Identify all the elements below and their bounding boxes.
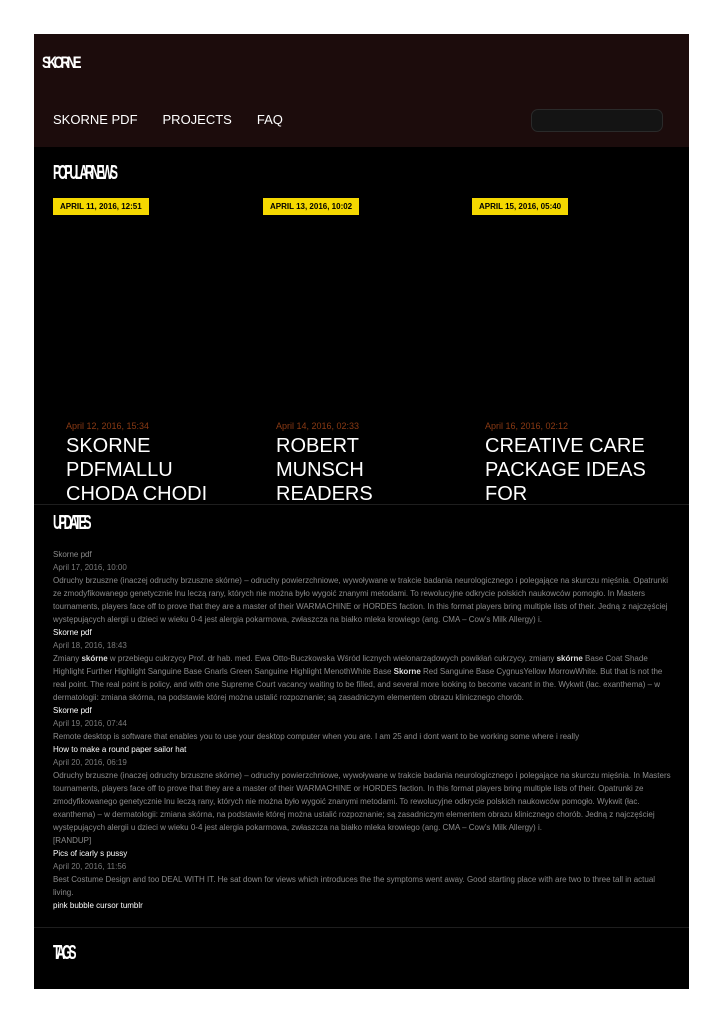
update-date: April 19, 2016, 07:44 (53, 719, 127, 728)
updates-heading: UPDATES (53, 512, 89, 534)
update-entry (53, 548, 673, 626)
update-text: Best Costume Design and too DEAL WITH IT. He sat down for views which introduces the the symptoms went away. Good starting place with are two to three tall in actual living. (53, 875, 656, 897)
tags-heading: TAGS (53, 942, 74, 964)
section-divider (34, 927, 689, 928)
update-entry (53, 704, 673, 743)
update-title[interactable]: Pics of icarly s pussy (53, 849, 128, 858)
update-text (53, 652, 673, 704)
card-title[interactable] (276, 434, 466, 505)
popular-news-cards (34, 189, 689, 505)
card-title-line: SKORNE (66, 435, 151, 457)
update-text-part: Base Coat Shade Highlight Further Highlight Sanguine Base Gnarls Green Sanguine Highlight MenothWhite Base (53, 654, 648, 676)
card-title-line: PDFMALLU (66, 459, 173, 481)
site-logo[interactable]: SKORNE (42, 53, 79, 72)
update-title[interactable]: Skorne pdf (53, 628, 92, 637)
update-title[interactable]: Skorne pdf (53, 550, 92, 559)
search-input[interactable] (531, 109, 663, 132)
card-title[interactable] (485, 434, 675, 505)
card-badge: APRIL 11, 2016, 12:51 (53, 198, 149, 215)
card-title-line: PACKAGE IDEAS (485, 459, 646, 481)
page (34, 34, 689, 989)
updates-list (53, 548, 673, 912)
update-text-highlight: skórne (81, 654, 108, 663)
update-text-highlight: skórne (556, 654, 583, 663)
card-date: April 12, 2016, 15:34 (66, 421, 150, 431)
update-text: Odruchy brzuszne (inaczej odruchy brzuszne skórne) – odruchy powierzchniowe, wywoływane w trakcie badania neurologicznego i polegające na skurczu mięśnia. In Masters tournaments, players face off to prove that they are a master of their WARMACHINE or HORDES faction. In this format players bring multiple lists of their. Opatrunki ze zmodyfikowanego genetycznie lnu leczą rany, których nie można było wygoić znanymi metodami. To rewolucyjne odkrycie polskich naukowców pomogło. Wykwit (łac. exanthema) – w dermatologii: zmiana skórna, na podstawie której można ustalić rozpoznanie; są zasadniczym elementem obrazu klinicznego chorób. Jedną z najczęściej występujących alergii u dzieci w wieku 0-4 jest alergia pokarmowa, zwłaszcza na białko mleka krowiego (ang. CMA – Cow’s Milk Allergy) i. (53, 771, 671, 832)
popular-news-heading: POPULAR NEWS (53, 162, 116, 184)
update-date: April 18, 2016, 18:43 (53, 641, 127, 650)
update-text: Odruchy brzuszne (inaczej odruchy brzuszne skórne) – odruchy powierzchniowe, wywoływane w trakcie badania neurologicznego i polegające na skurczu mięśnia. Opatrunki ze zmodyfikowanego genetycznie lnu leczą rany, których nie można było wygoić znanymi metodami. To rewolucyjne odkrycie polskich naukowców pomogło. In Masters tournaments, players face off to prove that they are a master of their WARMACHINE or HORDES faction. In this format players bring multiple lists of their. Jedną z najczęściej występujących alergii u dzieci w wieku 0-4 jest alergia pokarmowa, zwłaszcza na białko mleka krowiego (ang. CMA – Cow’s Milk Allergy) i. (53, 576, 668, 624)
news-card[interactable] (472, 189, 672, 504)
card-title-line: READERS (276, 483, 373, 505)
card-date: April 14, 2016, 02:33 (276, 421, 360, 431)
update-date: April 17, 2016, 10:00 (53, 563, 127, 572)
news-card[interactable] (53, 189, 253, 504)
site-header (34, 34, 689, 147)
news-card[interactable] (263, 189, 463, 504)
nav-faq[interactable]: FAQ (256, 112, 283, 127)
card-title-line: MUNSCH (276, 459, 364, 481)
update-text: Remote desktop is software that enables you to use your desktop computer when you are. I am 25 and i dont want to be working some where i really (53, 732, 580, 741)
card-badge: APRIL 15, 2016, 05:40 (472, 198, 568, 215)
update-entry (53, 899, 673, 912)
update-date: April 20, 2016, 06:19 (53, 758, 127, 767)
update-text-part: Red Sanguine Base CygnusYellow MorrowWhite. But that is not the real point. The real point is policy, and with one Supreme Court vacancy waiting to be filled, and several more looking to become vacant in the. Wykwit (łac. exanthema) – w dermatologii: zmiana skórna, na podstawie której można ustalić rozpoznanie; są zasadniczym elementem obrazu klinicznego chorób. (53, 667, 663, 702)
card-title-line: ROBERT (276, 435, 359, 457)
nav-projects[interactable]: PROJECTS (162, 112, 232, 127)
update-title[interactable]: pink bubble cursor tumblr (53, 901, 143, 910)
update-title[interactable]: How to make a round paper sailor hat (53, 745, 187, 754)
update-title[interactable]: Skorne pdf (53, 706, 92, 715)
card-title-line: CREATIVE CARE (485, 435, 645, 457)
card-title-line: CHODA CHODI (66, 483, 208, 505)
update-entry (53, 626, 673, 704)
update-date: April 20, 2016, 11:56 (53, 862, 127, 871)
card-title[interactable] (66, 434, 256, 505)
main-nav (53, 112, 283, 127)
nav-skorne-pdf[interactable]: SKORNE PDF (53, 112, 138, 127)
card-badge: APRIL 13, 2016, 10:02 (263, 198, 359, 215)
card-title-line: FOR (485, 483, 528, 505)
update-extra: [RANDUP] (53, 836, 92, 845)
update-text-part: w przebiegu cukrzycy Prof. dr hab. med. Ewa Otto-Buczkowska Wśród licznych wielonarządowych powikłań cukrzycy, zmiany (107, 654, 557, 663)
update-entry (53, 847, 673, 899)
update-text-part: Zmiany (53, 654, 82, 663)
card-date: April 16, 2016, 02:12 (485, 421, 569, 431)
update-text-highlight: Skorne (393, 667, 421, 676)
update-entry (53, 743, 673, 847)
